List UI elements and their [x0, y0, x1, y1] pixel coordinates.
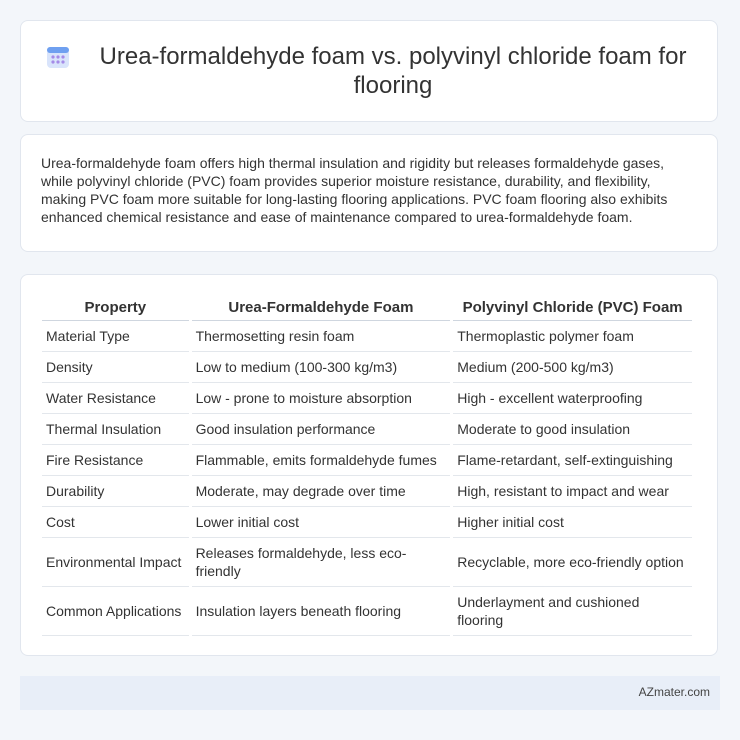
calendar-grid-icon: [45, 44, 71, 70]
row-pvc-value: Moderate to good insulation: [453, 414, 692, 445]
summary-text: Urea-formaldehyde foam offers high thermal insulation and rigidity but releases formaldehyde gases, while polyvinyl chloride (PVC) foam provides superior moisture resistance, durability, and flexibility, making PVC foam more suitable for long-lasting flooring applications. PVC foam flooring also exhibits enhanced chemical resistance and ease of maintenance compared to urea-formaldehyde foam.: [41, 155, 668, 225]
row-urea-value: Thermosetting resin foam: [192, 321, 451, 352]
row-urea-value: Releases formaldehyde, less eco-friendly: [192, 538, 451, 587]
row-property: Material Type: [42, 321, 189, 352]
row-urea-value: Moderate, may degrade over time: [192, 476, 451, 507]
comparison-table: [39, 295, 695, 636]
comparison-table-card: [20, 274, 718, 656]
header-property: Property: [42, 295, 189, 321]
row-urea-value: Lower initial cost: [192, 507, 451, 538]
row-pvc-value: Recyclable, more eco-friendly option: [453, 538, 692, 587]
row-pvc-value: Medium (200-500 kg/m3): [453, 352, 692, 383]
row-property: Durability: [42, 476, 189, 507]
row-urea-value: Low to medium (100-300 kg/m3): [192, 352, 451, 383]
row-property: Density: [42, 352, 189, 383]
row-property: Fire Resistance: [42, 445, 189, 476]
title-wrap: [21, 42, 717, 100]
row-pvc-value: Thermoplastic polymer foam: [453, 321, 692, 352]
row-property: Environmental Impact: [42, 538, 189, 587]
table-row: [42, 587, 692, 636]
footer: [20, 676, 720, 710]
table-row: [42, 445, 692, 476]
header-urea-formaldehyde: Urea-Formaldehyde Foam: [192, 295, 451, 321]
row-property: Cost: [42, 507, 189, 538]
table-row: [42, 476, 692, 507]
row-pvc-value: High, resistant to impact and wear: [453, 476, 692, 507]
table-row: [42, 352, 692, 383]
row-urea-value: Low - prone to moisture absorption: [192, 383, 451, 414]
page-title: Urea-formaldehyde foam vs. polyvinyl chloride foam for flooring: [99, 43, 687, 99]
row-urea-value: Insulation layers beneath flooring: [192, 587, 451, 636]
table-row: [42, 321, 692, 352]
row-property: Thermal Insulation: [42, 414, 189, 445]
table-header-row: [42, 295, 692, 321]
row-urea-value: Flammable, emits formaldehyde fumes: [192, 445, 451, 476]
row-pvc-value: Underlayment and cushioned flooring: [453, 587, 692, 636]
table-row: [42, 414, 692, 445]
table-row: [42, 538, 692, 587]
title-card: [20, 20, 718, 122]
table-row: [42, 383, 692, 414]
row-pvc-value: Higher initial cost: [453, 507, 692, 538]
row-pvc-value: High - excellent waterproofing: [453, 383, 692, 414]
header-pvc: Polyvinyl Chloride (PVC) Foam: [453, 295, 692, 321]
row-property: Water Resistance: [42, 383, 189, 414]
row-pvc-value: Flame-retardant, self-extinguishing: [453, 445, 692, 476]
row-property: Common Applications: [42, 587, 189, 636]
summary-card: [20, 134, 718, 252]
table-row: [42, 507, 692, 538]
row-urea-value: Good insulation performance: [192, 414, 451, 445]
footer-brand: AZmater.com: [638, 685, 710, 699]
